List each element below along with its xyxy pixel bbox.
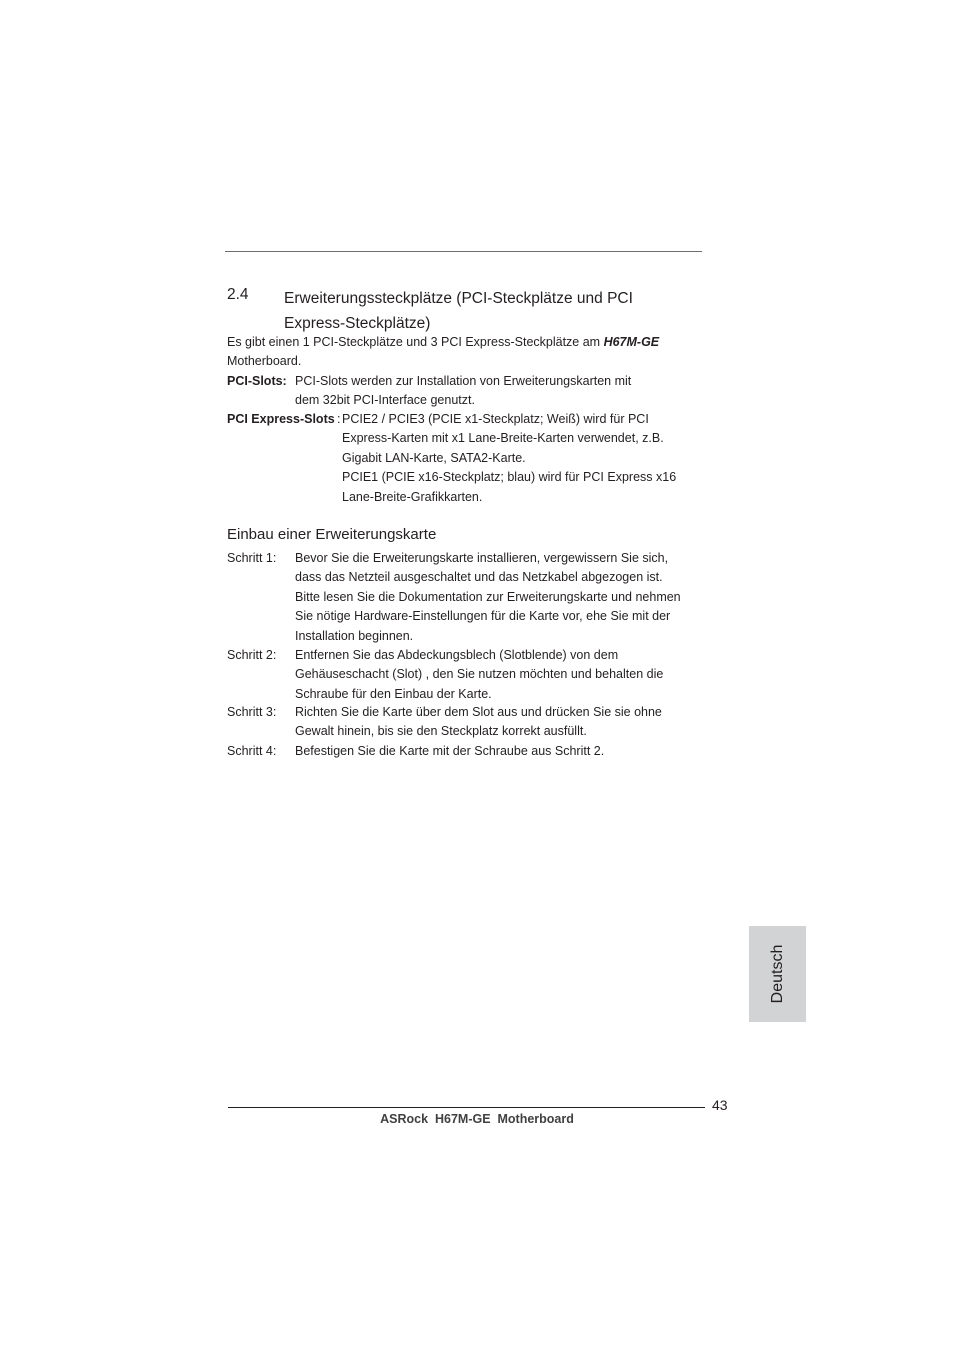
section-title-line1: Erweiterungssteckplätze (PCI-Steckplätze und PCI — [284, 290, 633, 307]
pcie-line: PCIE1 (PCIE x16-Steckplatz; blau) wird für PCI Express x16 — [342, 470, 677, 485]
section-title — [284, 286, 704, 336]
footer-text: ASRock H67M-GE Motherboard — [380, 1112, 574, 1126]
pcie-line: Gigabit LAN-Karte, SATA2-Karte. — [342, 450, 526, 465]
footer-divider — [228, 1107, 705, 1108]
pcie-line: PCIE2 / PCIE3 (PCIE x1-Steckplatz; Weiß) wird für PCI — [342, 412, 649, 426]
step-text — [295, 549, 695, 646]
step-line: Gewalt hinein, bis sie den Steckplatz korrekt ausfüllt. — [295, 724, 587, 739]
intro-paragraph — [227, 333, 697, 372]
intro-text: Es gibt einen 1 PCI-Steckplätze und 3 PCI Express-Steckplätze am — [227, 335, 604, 349]
intro-line2: Motherboard. — [227, 354, 302, 369]
step-label: Schritt 4: — [227, 744, 277, 758]
step-text — [295, 703, 695, 742]
step-line: Bevor Sie die Erweiterungskarte installieren, vergewissern Sie sich, — [295, 551, 669, 565]
step-line: Installation beginnen. — [295, 628, 414, 643]
step-label: Schritt 2: — [227, 648, 277, 662]
language-tab-label: Deutsch — [768, 944, 786, 1004]
step-line: Sie nötige Hardware-Einstellungen für die Karte vor, ehe Sie mit der — [295, 609, 671, 624]
pci-slots-line2: dem 32bit PCI-Interface genutzt. — [295, 393, 475, 408]
pcie-line: Lane-Breite-Grafikkarten. — [342, 489, 483, 504]
pci-slots-label: PCI-Slots: — [227, 374, 287, 388]
step-line: Schraube für den Einbau der Karte. — [295, 686, 492, 701]
pcie-slots-description — [342, 410, 702, 507]
section-title-line2: Express-Steckplätze) — [284, 315, 431, 332]
step-text — [295, 742, 695, 761]
step-line: Bitte lesen Sie die Dokumentation zur Erweiterungskarte und nehmen — [295, 589, 681, 604]
page-number: 43 — [712, 1097, 728, 1113]
step-line: Richten Sie die Karte über dem Slot aus und drücken Sie sie ohne — [295, 705, 662, 719]
model-name: H67M-GE — [603, 335, 660, 349]
step-text — [295, 646, 695, 704]
pcie-line: Express-Karten mit x1 Lane-Breite-Karten verwendet, z.B. — [342, 431, 664, 446]
pcie-slots-colon: : — [337, 412, 341, 426]
step-line: Befestigen Sie die Karte mit der Schraube aus Schritt 2. — [295, 744, 605, 758]
header-divider — [225, 251, 702, 252]
step-line: Gehäuseschacht (Slot) , den Sie nutzen möchten und behalten die — [295, 667, 664, 682]
install-heading: Einbau einer Erweiterungskarte — [227, 526, 437, 543]
step-label: Schritt 1: — [227, 551, 277, 565]
step-label: Schritt 3: — [227, 705, 277, 719]
step-line: Entfernen Sie das Abdeckungsblech (Slotblende) von dem — [295, 648, 619, 662]
pci-slots-line1: PCI-Slots werden zur Installation von Erweiterungskarten mit — [295, 374, 632, 388]
pci-slots-description — [295, 372, 695, 411]
language-tab — [749, 926, 806, 1022]
section-number: 2.4 — [227, 286, 249, 303]
pcie-slots-label: PCI Express-Slots — [227, 412, 335, 426]
step-line: dass das Netzteil ausgeschaltet und das Netzkabel abgezogen ist. — [295, 570, 663, 585]
